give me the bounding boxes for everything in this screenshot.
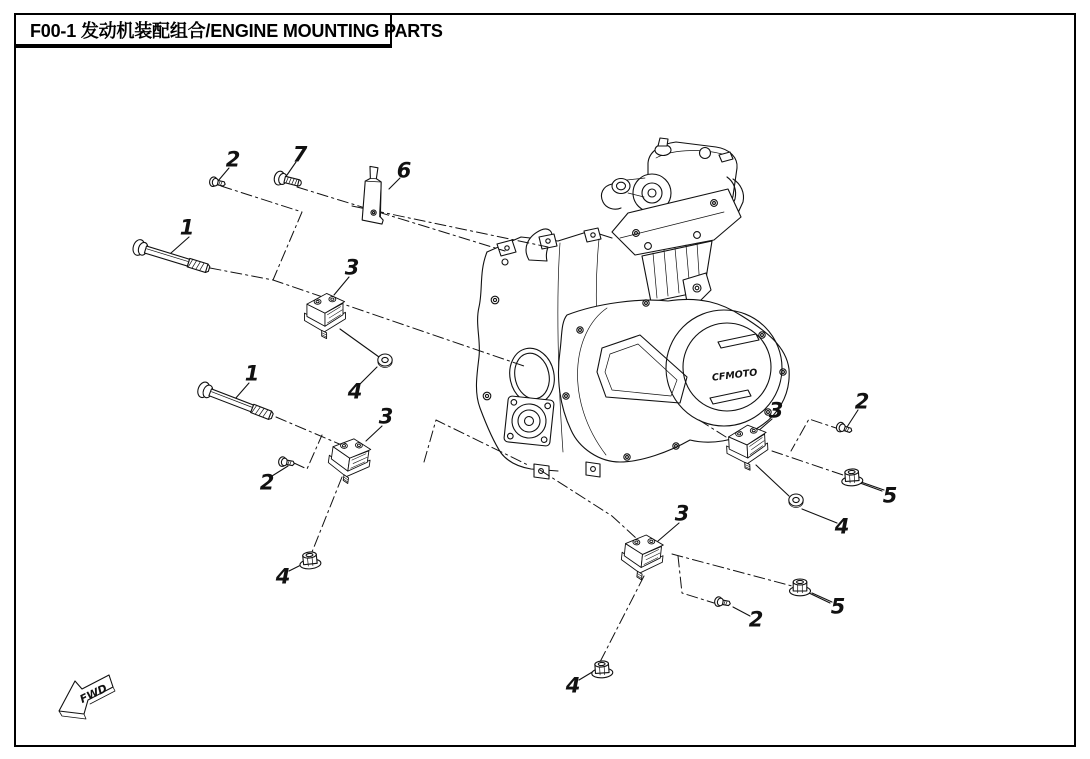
part-nut-5a	[841, 468, 863, 486]
part-screw-2d	[835, 421, 853, 435]
callout-number: 4	[275, 564, 291, 589]
engine-drawing	[476, 138, 789, 479]
page-title: F00-1 发动机装配组合/ENGINE MOUNTING PARTS	[30, 20, 443, 41]
callout-number: 2	[225, 147, 241, 172]
callout-number: 3	[344, 255, 360, 280]
callout-number: 4	[834, 514, 850, 539]
part-nut-4c	[591, 660, 613, 678]
part-nut-5b	[790, 579, 811, 596]
callout-number: 3	[674, 501, 690, 526]
callout-number: 2	[748, 607, 764, 632]
callout-number: 1	[244, 361, 260, 386]
part-mount-3b	[326, 436, 373, 486]
callout-number: 2	[259, 470, 275, 495]
callout-number: 6	[396, 158, 412, 183]
part-bolt-1a	[131, 238, 211, 276]
callout-number: 5	[882, 483, 898, 508]
part-mount-3a	[304, 293, 345, 338]
callout-number: 4	[565, 673, 581, 698]
part-washer-4d	[789, 494, 803, 508]
part-bracket-6	[362, 166, 386, 224]
callout-number: 5	[830, 594, 846, 619]
part-bolt-1b	[196, 380, 275, 423]
callout-number: 3	[378, 404, 394, 429]
fwd-label: FWD	[77, 681, 110, 707]
callout-number: 4	[347, 379, 363, 404]
part-mount-3c	[619, 533, 664, 582]
callout-number: 7	[292, 142, 308, 167]
fwd-arrow	[59, 675, 115, 719]
callout-number: 1	[179, 215, 195, 240]
cfmoto-logo-text: CFMOTO	[711, 367, 758, 384]
part-washer-4a	[378, 354, 392, 368]
callout-number: 2	[854, 389, 870, 414]
part-nut-4b	[299, 551, 322, 570]
callout-number: 3	[768, 398, 784, 423]
part-screw-2c	[714, 596, 731, 608]
